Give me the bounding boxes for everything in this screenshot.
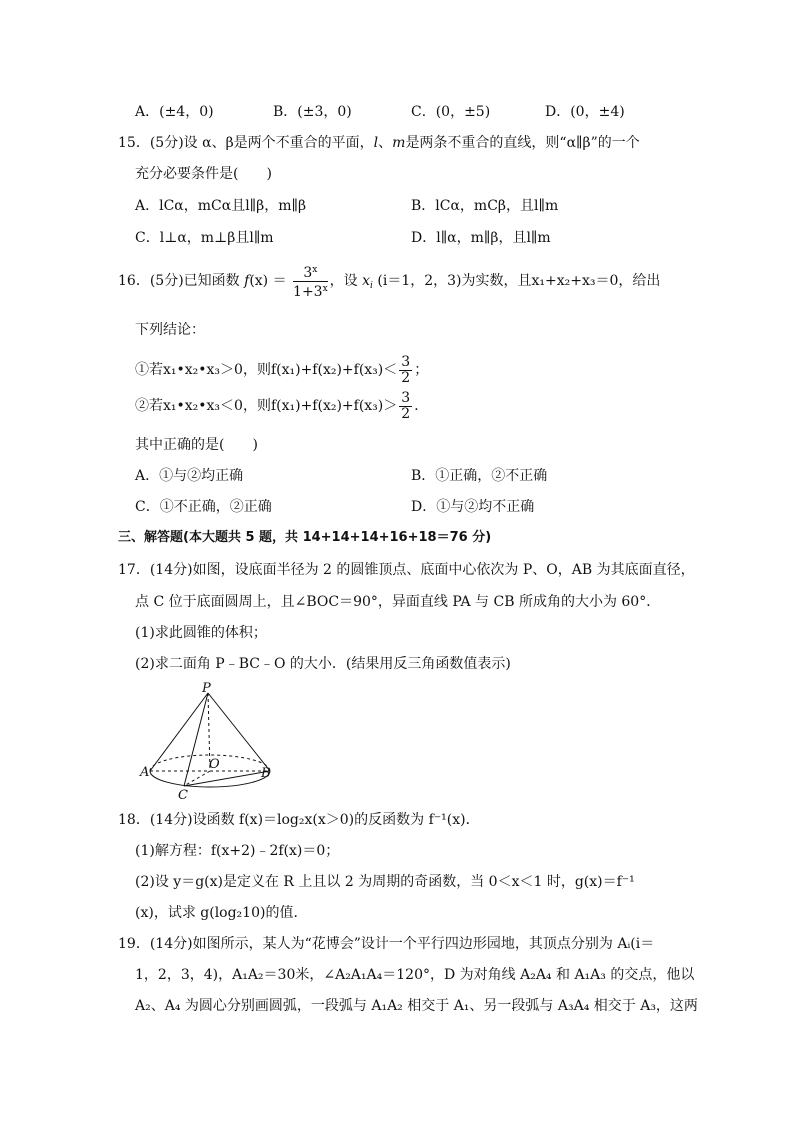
q15-stem-line3: 充分必要条件是( ) [135,166,272,182]
q15-option-d: D．l∥α，m∥β，且l∥m [411,230,551,246]
c1-fraction [399,355,412,386]
q15-stem-text-2: 是两条不重合的直线，则“α∥β”的一个 [405,135,640,151]
q16-sum: x₁+x₂+x₃＝0，给出 [531,273,661,289]
label-a: A [140,765,150,780]
question-number: 17． [118,562,150,578]
q14-option-d: D．(0，±4) [545,104,625,120]
q17-sub1: (1)求此圆锥的体积； [135,625,267,641]
c1-pre: ①若 [135,362,163,378]
q15-option-b: B．lⅭα，mⅭβ，且l∥m [411,198,559,214]
q17-text-1: 如图，设底面半径为 2 的圆锥顶点、底面中心依次为 P、O，AB 为其底面直径， [192,562,695,578]
q16-stem-text-3: (i＝1，2，3)为实数，且 [377,273,532,289]
q16-func-arg: (x) [249,273,269,289]
q15-sep: 、 [378,135,393,151]
c2-pre: ②若 [135,398,163,414]
label-p: P [202,681,211,696]
c2-fraction [399,391,412,422]
q14-option-c: C．(0，±5) [411,104,491,120]
question-number: 16． [118,273,150,289]
base-front-arc [150,771,270,787]
q16-fraction [293,263,328,300]
question-number: 15． [118,135,150,151]
q16-func-f: f [244,273,250,289]
q14-option-a: A．(±4，0) [135,104,214,120]
label-b: B [261,766,271,781]
question-score: (5分) [149,273,184,289]
chord-cb [184,771,270,786]
fraction-denominator: 2 [401,405,411,422]
section-heading: 三、解答题(本大题共 5 题，共 14+14+14+16+18＝76 分) [118,530,492,545]
fraction-numerator: 3 [401,389,411,406]
fraction-numerator [293,263,328,282]
q17-line2: 点 C 位于底面圆周上，且∠BOC＝90°，异面直线 PA 与 CB 所成角的大小为 60°． [135,594,661,610]
q19-line3: A₂、A₄ 为圆心分别画圆弧，一段弧与 A₁A₂ 相交于 A₁、另一段弧与 A₃A₄ 相交于 A₃，这两 [135,998,698,1014]
label-o: O [209,757,220,772]
q16-ask: 其中正确的是( ) [135,437,258,453]
label-c: C [178,788,188,802]
q16-option-d: D．①与②均不正确 [411,499,535,515]
q16-stem-line4: 下列结论： [135,322,205,338]
c2-prod: x₁•x₂•x₃＜0，则 [163,398,271,414]
q18-sub1: (1)解方程：f(x+2)﹣2f(x)＝0； [135,843,340,859]
c2-sum: f(x₁)+f(x₂)+f(x₃)＞ [270,398,398,414]
cone-figure [135,680,285,802]
q16-eq: ＝ [272,273,287,289]
q17-line1 [118,560,695,580]
q16-option-a: A．①与②均正确 [135,468,244,484]
c1-end: ； [414,362,429,378]
fraction-denominator: 2 [401,369,411,386]
q18-sub2: (2)设 y＝g(x)是定义在 R 上且以 2 为周期的奇函数，当 0＜x＜1 时，g(x)＝f⁻¹ [135,874,635,890]
q14-option-b: B．(±3，0) [273,104,352,120]
question-number: 19． [118,936,150,952]
q16-option-c: C．①不正确，②正确 [135,499,272,515]
fraction-numerator: 3 [401,353,411,370]
q16-stem-text-2: ，设 [329,273,358,289]
q15-option-c: C．l⊥α，m⊥β且l∥m [135,230,274,246]
q19-line1 [118,934,654,954]
q16-stem [118,262,660,305]
question-score: (5分) [149,135,184,151]
c1-sum: f(x₁)+f(x₂)+f(x₃)＜ [270,362,398,378]
den-base: 1+3 [293,283,323,300]
question-score: (14分) [149,936,193,952]
den-exp: x [322,283,328,294]
q19-line2: 1，2，3，4)，A₁A₂＝30米，∠A₂A₁A₄＝120°，D 为对角线 A₂A₄ 和 A₁A₃ 的交点，他以 [135,967,695,983]
c2-end: ． [414,398,429,414]
q18-line1 [118,810,480,830]
q16-stem-text-1: 已知函数 [183,273,240,289]
q16-var-x: x [362,273,371,289]
q19-text-1: 如图所示，某人为“花博会”设计一个平行四边形园地，其顶点分别为 Aᵢ(i＝ [192,936,655,952]
edge-pa [150,693,208,771]
q16-conclusion-2 [135,388,428,424]
q18-sub2-cont: (x)，试求 g(log₂10)的值． [135,905,308,921]
q16-conclusion-1 [135,352,428,388]
question-score: (14分) [149,812,193,828]
c1-prod: x₁•x₂•x₃＞0，则 [163,362,271,378]
q15-stem [118,133,640,153]
q16-var-sub: i [370,281,373,291]
q15-stem-text-1: 设 α、β是两个不重合的平面， [183,135,374,151]
q15-var-l: l [373,135,379,151]
question-number: 18． [118,812,150,828]
q17-sub2: (2)求二面角 P﹣BC﹣O 的大小．(结果用反三角函数值表示) [135,656,511,672]
edge-pc [184,693,208,786]
fraction-denominator [293,282,328,300]
q18-text-1: 设函数 f(x)＝log₂x(x＞0)的反函数为 f⁻¹(x)． [192,812,480,828]
question-score: (14分) [149,562,193,578]
q16-option-b: B．①正确，②不正确 [411,468,548,484]
q15-var-m: m [392,135,406,151]
q15-option-a: A．lⅭα，mⅭα且l∥β，m∥β [135,198,307,214]
num-exp: x [312,264,318,275]
num-base: 3 [303,264,313,281]
